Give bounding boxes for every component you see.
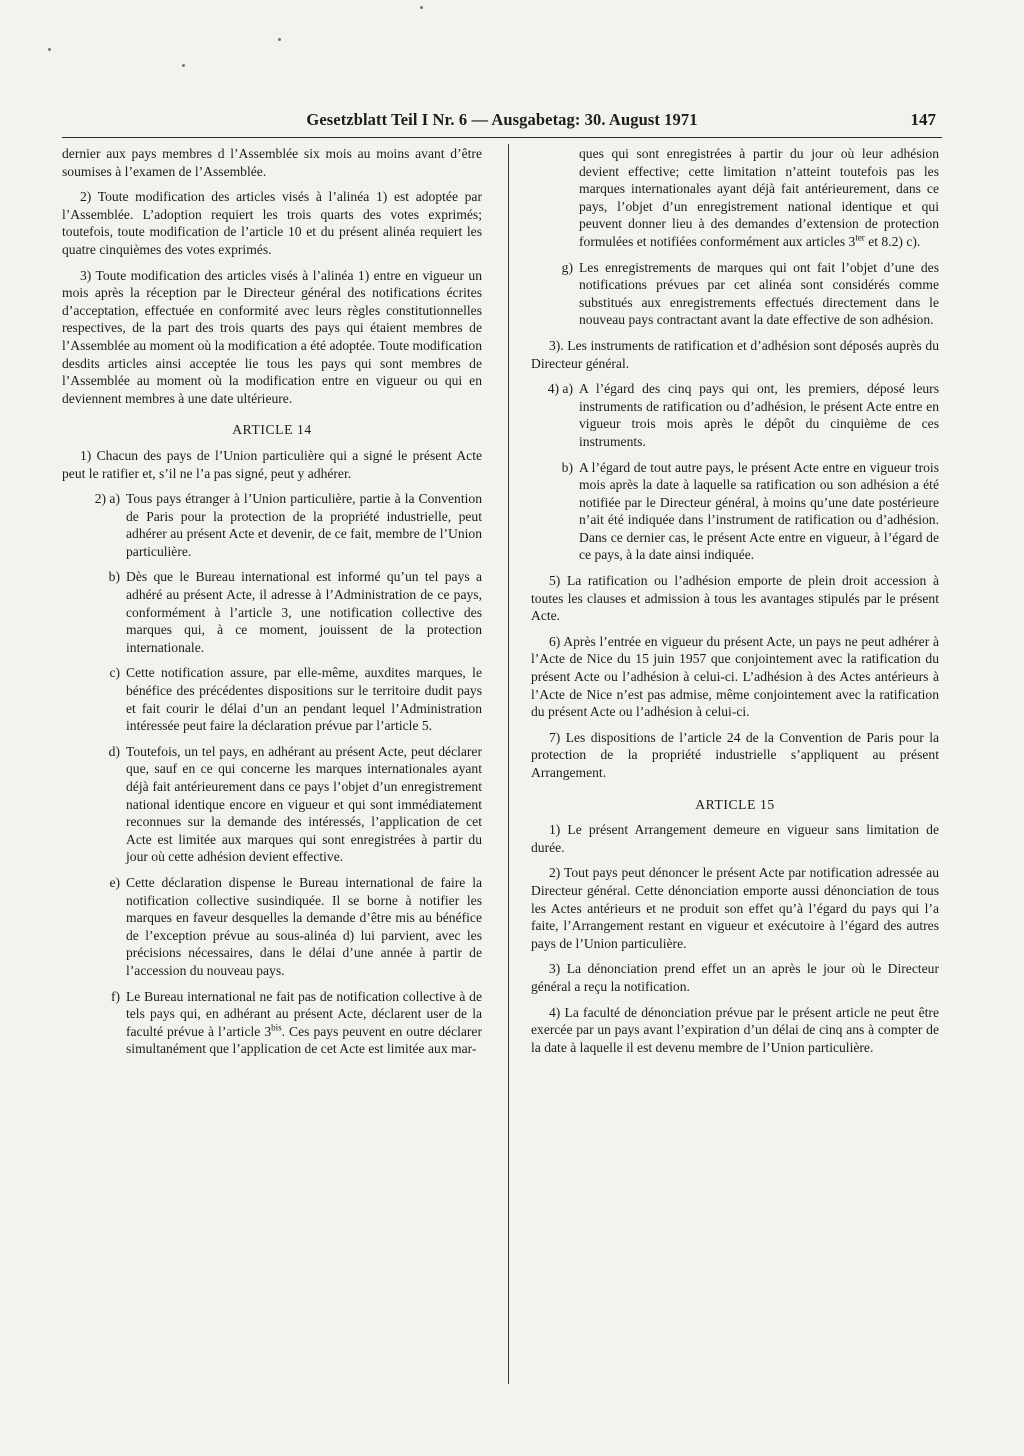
item-label: f): [110, 988, 120, 1004]
article-15-heading: ARTICLE 15: [695, 796, 775, 812]
item-text: [126, 988, 482, 1058]
left-column: [62, 145, 482, 1066]
item-text: A l’égard des cinq pays qui ont, les premiers, déposé leurs instruments de ratification ou d’adhésion, le présent Acte entre en vigueur trois mois après le dépôt du cinquième de ces instruments.: [579, 381, 939, 449]
article-15-paragraph-4: 4) La faculté de dénonciation prévue par le présent article ne peut être exercée par un pays avant l’expiration d’un délai de cinq ans à compter de la date à laquelle il est devenu membre de l’Union particulière.: [531, 1004, 939, 1055]
item-text-part: ques qui sont enregistrées à partir du jour où leur adhésion devient effective; cette limitation n’atteint toutefois pas les marques internationales ayant déjà fait antérieurement, dans ce pays, l’objet d’un enregistrement national identique et qui peuvent donner lieu à des demandes d’extension de protection formulées et notifiées conformément aux articles 3: [579, 146, 939, 249]
article-14-2g: [531, 259, 939, 329]
article-14-2c: [62, 664, 482, 734]
page-header: [62, 110, 942, 134]
article-14-2e: [62, 874, 482, 980]
article-15-paragraph-1: 1) Le présent Arrangement demeure en vigueur sans limitation de durée.: [531, 822, 939, 855]
item-text: Cette notification assure, par elle-même, auxdites marques, le bénéfice des précédentes dispositions sur le territoire dudit pays et fait courir le délai d’un an pendant lequel l’Administration intéressée peut faire la déclaration prévue par l’article 5.: [126, 665, 482, 734]
article-14-2d: [62, 743, 482, 866]
item-text: [579, 145, 939, 251]
scan-speck: [48, 48, 51, 51]
article-14-paragraph-6: 6) Après l’entrée en vigueur du présent Acte, un pays ne peut adhérer à l’Acte de Nice du 15 juin 1957 que conjointement avec la ratification du présent Acte ou l’adhésion à celui-ci. L’adhésion à des Actes antérieurs à l’Acte de Nice n’est pas admise, même conjointement avec la ratification du présent Acte ou l’adhésion à celui-ci.: [531, 633, 939, 720]
item-text: Les enregistrements de marques qui ont fait l’objet d’une des notifications prévues par cet alinéa sont considérés comme substitués aux enregistrements effectués directement dans le nouveau pays contractant avant la date effective de son adhésion.: [579, 259, 939, 328]
header-rule: [62, 137, 942, 138]
item-label: b): [561, 459, 573, 475]
item-text-part: . Ces pays peuvent en outre déclarer simultanément que l’application de cet Acte est limitée aux mar-: [126, 1023, 482, 1057]
header-title: Gesetzblatt Teil I Nr. 6 — Ausgabetag: 30. August 1971: [306, 110, 698, 129]
item-label: b): [108, 569, 120, 585]
item-label: g): [561, 259, 573, 275]
article-14-paragraph-1: 1) Chacun des pays de l’Union particulière qui a signé le présent Acte peut le ratifier et, s’il ne l’a pas signé, peut y adhérer.: [62, 447, 482, 481]
paragraph-2: 2) Toute modification des articles visés à l’alinéa 1) est adoptée par l’Assemblée. L’adoption requiert les trois quarts des votes exprimés; toutefois, toute modification de l’article 10 et du présent alinéa requiert les quatre cinquièmes des votes exprimés.: [62, 189, 482, 257]
article-14-2f: [62, 988, 482, 1058]
article-14-paragraph-7: 7) Les dispositions de l’article 24 de la Convention de Paris pour la protection de la propriété industrielle s’appliquent au présent Arrangement.: [531, 729, 939, 780]
article-15-paragraph-2: 2) Tout pays peut dénoncer le présent Acte par notification adressée au Directeur général. Cette dénonciation emporte aussi dénonciation de tous les Actes antérieurs et ne produit son effet qu’à l’égard du pays qui l’a faite, l’Arrangement restant en vigueur et exécutoire à l’égard des autres pays de l’Union particulière.: [531, 865, 939, 951]
article-14-paragraph-3: 3). Les instruments de ratification et d’adhésion sont déposés auprès du Directeur général.: [531, 337, 939, 371]
item-text-part: Le Bureau international ne fait pas de notification collective à de tels pays qui, en adhérant au présent Acte, déclarent user de la faculté prévue à l’article 3: [126, 988, 482, 1039]
item-text: Tous pays étranger à l’Union particulière, partie à la Convention de Paris pour la protection de la propriété industrielle, peut adhérer au présent Acte et devenir, de ce fait, membre de l’Union particulière.: [126, 491, 482, 559]
item-label: d): [108, 743, 120, 759]
item-text: A l’égard de tout autre pays, le présent Acte entre en vigueur trois mois après la date à laquelle sa ratification ou son adhésion a été notifiée par le Directeur général, à moins qu’une date postérieure n’ait été indiquée dans l’instrument de ratification ou d’adhésion. Dans ce dernier cas, le présent Acte entre en vigueur, à l’égard de ce pays, à la date ainsi indiquée.: [579, 459, 939, 563]
right-column: [531, 145, 939, 1064]
article-14-2a: [62, 490, 482, 560]
scan-speck: [182, 64, 185, 67]
item-text-part: et 8.2) c).: [864, 233, 921, 249]
item-text: Cette déclaration dispense le Bureau international de faire la notification collective susindiquée. Il se borne à notifier les marques en faveur desquelles la demande d’être mis au bénéfice de l’exception prévue au sous-alinéa d) lui parvient, avec les précisions nécessaires, dans le délai d’une année à partir de l’accession du nouveau pays.: [126, 874, 482, 978]
paragraph-3: 3) Toute modification des articles visés à l’alinéa 1) entre en vigueur un mois après la réception par le Directeur général des notifications écrites d’acceptation, effectuée en conformité avec leurs règles constitutionnelles respectives, de la part des trois quarts des pays qui étaient membres de l’Assemblée au moment où la modification a été adoptée. Toute modification desdits articles ainsi acceptée lie tous les pays qui sont membres de l’Assemblée au moment où la modification entre en vigueur ou qui en deviennent membres à une date ultérieure.: [62, 267, 482, 406]
article-14-4a: [531, 380, 939, 450]
article-15-paragraph-3: 3) La dénonciation prend effet un an après le jour où le Directeur général a reçu la notification.: [531, 961, 939, 994]
article-14-heading: ARTICLE 14: [232, 422, 312, 438]
item-label: 4) a): [547, 381, 573, 397]
article-14-2b: [62, 568, 482, 656]
article-14-4b: [531, 459, 939, 565]
article-14-2f-continuation: [531, 145, 939, 251]
column-divider: [508, 144, 509, 1384]
item-label: c): [109, 665, 120, 681]
superscript: ter: [855, 232, 865, 243]
scan-speck: [420, 6, 423, 9]
item-label: 2) a): [94, 491, 120, 507]
article-14-paragraph-5: 5) La ratification ou l’adhésion emporte de plein droit accession à toutes les clauses et admission à tous les avantages stipulés par le présent Acte.: [531, 573, 939, 624]
page-number: 147: [910, 110, 936, 129]
item-text: Dès que le Bureau international est informé qu’un tel pays a adhéré au présent Acte, il adresse à l’Administration de ce pays, conformément à l’article 3, une notification collective des marques qui, à ce moment, jouissent de la protection internationale.: [126, 569, 482, 655]
item-label: e): [109, 874, 120, 890]
item-text: Toutefois, un tel pays, en adhérant au présent Acte, peut déclarer que, sauf en ce qui concerne les marques internationales ayant déjà fait antérieurement dans ce pays l’objet d’un enregistrement national identique encore en vigueur et qui sont immédiatement reconnues sur la demande des intéressés, l’application de cet Acte est limitée aux marques qui sont enregistrées à partir du jour où cette adhésion devient effective.: [126, 743, 482, 865]
scan-speck: [278, 38, 281, 41]
superscript: bis: [271, 1022, 282, 1033]
paragraph-continuation: dernier aux pays membres d l’Assemblée six mois au moins avant d’être soumises à l’examen de l’Assemblée.: [62, 146, 482, 179]
